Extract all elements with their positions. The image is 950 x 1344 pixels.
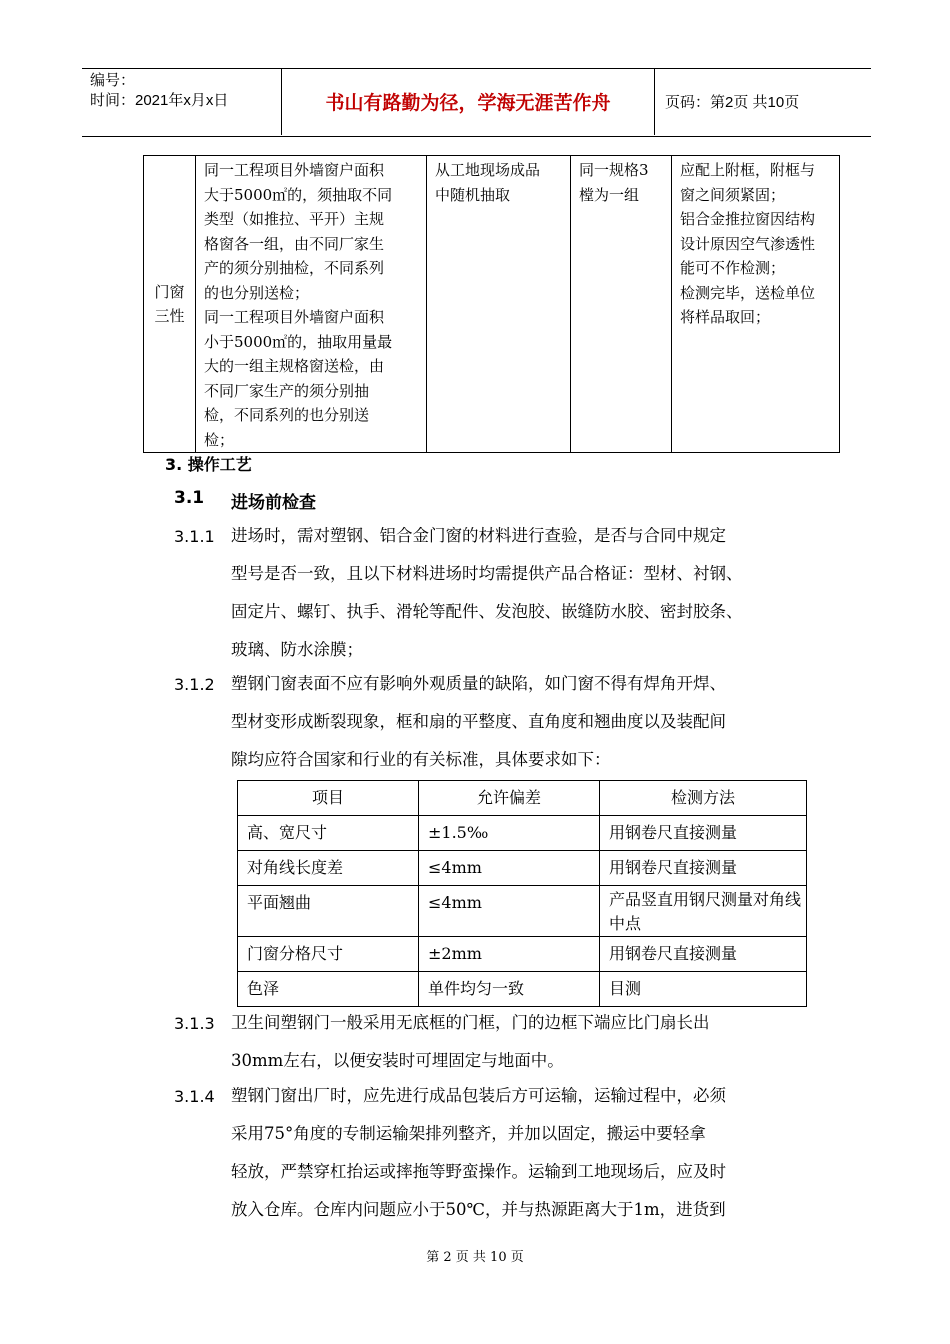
paragraph-number: 3.1.2: [174, 675, 215, 694]
text-line: 的也分别送检；: [204, 283, 310, 302]
text-line: 轻放，严禁穿杠抬运或摔拖等野蛮操作。运输到工地现场后，应及时: [231, 1162, 726, 1181]
text-line: 设计原因空气渗透性: [680, 234, 816, 253]
text-line: 格窗各一组，由不同厂家生: [204, 234, 385, 253]
table-row: [144, 156, 840, 453]
text-line: 从工地现场成品: [435, 161, 541, 179]
text-line: 同一规格3: [579, 161, 649, 179]
notes-cell: [672, 156, 840, 453]
text-line: 塑钢门窗表面不应有影响外观质量的缺陷，如门窗不得有焊角开焊、: [231, 674, 726, 693]
cell-tolerance: ±1.5‰: [419, 816, 600, 851]
table-row: [238, 851, 807, 886]
paragraph-number: 3.1.3: [174, 1014, 215, 1033]
column-header: 项目: [238, 781, 419, 816]
cell-item: 平面翘曲: [238, 886, 419, 937]
text-line: 产的须分别抽检，不同系列: [204, 259, 385, 277]
column-header: 检测方法: [600, 781, 807, 816]
text-line: 检；: [204, 430, 235, 449]
paragraph-number: 3.1.1: [174, 527, 215, 546]
sampling-rule-cell: [196, 156, 427, 453]
text-line: 进场时，需对塑钢、铝合金门窗的材料进行查验，是否与合同中规定: [231, 526, 726, 545]
cell-tolerance: ±2mm: [419, 937, 600, 972]
paragraph-3-1-2: [231, 665, 726, 779]
cell-item: 色泽: [238, 972, 419, 1007]
cell-tolerance: 单件均匀一致: [419, 972, 600, 1007]
cell-tolerance: ≤4mm: [419, 886, 600, 937]
text-line: 检，不同系列的也分别送: [204, 406, 370, 424]
doc-number-label: 编号：: [90, 72, 136, 89]
cell-tolerance: ≤4mm: [419, 851, 600, 886]
text-line: 采用75°角度的专制运输架排列整齐，并加以固定，搬运中要轻拿: [231, 1124, 706, 1143]
table-header-row: [238, 781, 807, 816]
cell-method: 用钢卷尺直接测量: [600, 816, 807, 851]
header-page-label: 页码：第2页 共10页: [665, 94, 800, 111]
text-line: 铝合金推拉窗因结构: [680, 210, 816, 228]
paragraph-3-1-3: [231, 1004, 710, 1080]
cell-item: 高、宽尺寸: [238, 816, 419, 851]
cell-item: 门窗分格尺寸: [238, 937, 419, 972]
category-cell: [144, 156, 196, 453]
text-line: 放入仓库。仓库内问题应小于50℃，并与热源距离大于1m，进货到: [231, 1200, 726, 1219]
sampling-method-cell: [427, 156, 571, 453]
tolerance-table: [237, 780, 807, 1007]
text-line: 卫生间塑钢门一般采用无底框的门框，门的边框下端应比门扇长出: [231, 1013, 710, 1032]
cell-method: 产品竖直用钢尺测量对角线中点: [600, 886, 807, 937]
table-row: [238, 972, 807, 1007]
paragraph-3-1-4: [231, 1077, 726, 1229]
inspection-table: [143, 155, 840, 453]
batch-cell: [571, 156, 672, 453]
text-line: 大于5000㎡的，须抽取不同: [204, 185, 393, 204]
section-heading: 3. 操作工艺: [165, 455, 252, 474]
table-row: [238, 937, 807, 972]
text-line: 型材变形成断裂现象，框和扇的平整度、直角度和翘曲度以及装配间: [231, 712, 726, 731]
paragraph-3-1-1: [231, 517, 743, 669]
text-line: 小于5000㎡的，抽取用量最: [204, 332, 393, 351]
text-line: 将样品取回；: [680, 308, 771, 326]
cell-item: 对角线长度差: [238, 851, 419, 886]
text-line: 樘为一组: [579, 185, 640, 204]
text-line: 同一工程项目外墙窗户面积: [204, 308, 385, 326]
text-line: 塑钢门窗出厂时，应先进行成品包装后方可运输，运输过程中，必须: [231, 1086, 726, 1105]
cell-method: 目测: [600, 972, 807, 1007]
cell-method: 用钢卷尺直接测量: [600, 937, 807, 972]
subsection-number: 3.1: [174, 488, 205, 508]
text-line: 同一工程项目外墙窗户面积: [204, 161, 385, 179]
paragraph-number: 3.1.4: [174, 1087, 215, 1106]
text-line: 30mm左右，以便安装时可埋固定与地面中。: [231, 1051, 564, 1070]
text-line: 检测完毕，送检单位: [680, 283, 816, 302]
text-line: 应配上附框，附框与: [680, 161, 816, 179]
text-line: 不同厂家生产的须分别抽: [204, 381, 370, 400]
text-line: 玻璃、防水涂膜；: [231, 640, 363, 659]
text-line: 大的一组主规格窗送检，由: [204, 357, 385, 375]
table-row: [238, 886, 807, 937]
text-line: 固定片、螺钉、执手、滑轮等配件、发泡胶、嵌缝防水胶、密封胶条、: [231, 602, 743, 621]
text-line: 隙均应符合国家和行业的有关标准，具体要求如下：: [231, 750, 611, 769]
text-line: 中随机抽取: [435, 185, 511, 204]
cell-method: 用钢卷尺直接测量: [600, 851, 807, 886]
doc-time-label: 时间：2021年x月x日: [90, 92, 229, 109]
text-line: 窗之间须紧固；: [680, 185, 786, 204]
text-line: 能可不作检测；: [680, 259, 786, 277]
text-line: 型号是否一致，且以下材料进场时均需提供产品合格证：型材、衬钢、: [231, 564, 743, 583]
category-line: 三性: [154, 307, 185, 325]
subsection-title: 进场前检查: [231, 493, 316, 513]
table-row: [238, 816, 807, 851]
page-footer: 第 2 页 共 10 页: [426, 1250, 524, 1265]
header-motto: 书山有路勤为径，学海无涯苦作舟: [282, 68, 655, 135]
category-line: 门窗: [154, 282, 185, 301]
column-header: 允许偏差: [419, 781, 600, 816]
header-meta: [82, 68, 282, 135]
text-line: 类型（如推拉、平开）主规: [204, 210, 385, 228]
